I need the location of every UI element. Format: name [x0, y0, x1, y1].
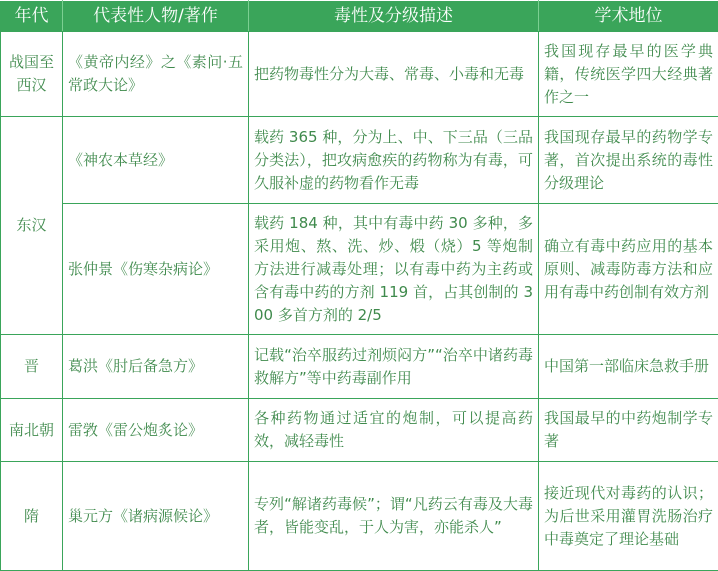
toxicity-text: 各种药物通过适宜的炮制，可以提高药效，减轻毒性	[254, 409, 533, 451]
status-cell	[539, 335, 718, 399]
header-status: 学术地位	[539, 1, 718, 32]
work-text: 葛洪《肘后备急方》	[68, 357, 204, 376]
toxicity-cell	[249, 204, 539, 335]
table-row	[1, 204, 718, 335]
status-text: 中国第一部临床急救手册	[544, 357, 710, 376]
status-cell	[539, 398, 718, 462]
toxicity-cell	[249, 117, 539, 204]
era-cell	[1, 462, 63, 571]
work-cell	[63, 204, 249, 335]
status-text: 我国现存最早的药物学专著，首次提出系统的毒性分级理论	[544, 127, 713, 192]
era-text: 南北朝	[8, 420, 54, 439]
work-cell	[63, 117, 249, 204]
work-cell	[63, 462, 249, 571]
table-row	[1, 32, 718, 117]
toxicity-cell	[249, 398, 539, 462]
work-cell	[63, 398, 249, 462]
toxicity-text: 载药 184 种，其中有毒中药 30 多种，多采用炮、熬、洗、炒、煅（烧）5 等炮制方法进行减毒处理；以有毒中药为主药或含有毒中药的方剂 119 首，占其创制的 300 多首方剂的 2/5	[254, 213, 533, 324]
status-cell	[539, 462, 718, 571]
status-text: 我国最早的中药炮制学专著	[544, 409, 713, 451]
era-cell	[1, 335, 63, 399]
status-text: 确立有毒中药应用的基本原则、减毒防毒方法和应用有毒中药创制有效方剂	[544, 236, 713, 301]
header-work: 代表性人物/著作	[63, 1, 249, 32]
header-era: 年代	[1, 1, 63, 32]
toxicity-text: 记载“治卒服药过剂烦闷方”“治卒中诸药毒救解方”等中药毒副作用	[254, 345, 533, 387]
era-cell	[1, 117, 63, 335]
work-cell	[63, 335, 249, 399]
toxicity-cell	[249, 32, 539, 117]
status-text: 我国现存最早的医学典籍，传统医学四大经典著作之一	[544, 41, 713, 106]
status-cell	[539, 32, 718, 117]
table-row	[1, 335, 718, 399]
header-toxicity: 毒性及分级描述	[249, 1, 539, 32]
era-cell	[1, 398, 63, 462]
toxicity-text: 载药 365 种，分为上、中、下三品（三品分类法），把攻病愈疾的药物称为有毒，可久服补虚的药物看作无毒	[254, 127, 533, 192]
status-cell	[539, 117, 718, 204]
era-text: 战国至西汉	[8, 53, 54, 95]
toxicity-text: 专列“解诸药毒候”；谓“凡药云有毒及大毒者，皆能变乱，于人为害，亦能杀人”	[254, 495, 533, 537]
work-text: 《黄帝内经》之《素问·五常政大论》	[68, 53, 243, 95]
status-cell	[539, 204, 718, 335]
era-cell	[1, 32, 63, 117]
status-text: 接近现代对毒药的认识；为后世采用灌胃洗肠治疗中毒奠定了理论基础	[544, 483, 713, 548]
work-text: 张仲景《伤寒杂病论》	[68, 259, 219, 278]
era-text: 东汉	[16, 216, 47, 235]
toxicity-cell	[249, 462, 539, 571]
table-row	[1, 117, 718, 204]
work-cell	[63, 32, 249, 117]
era-text: 隋	[23, 506, 39, 525]
era-text: 晋	[23, 357, 39, 376]
work-text: 巢元方《诸病源候论》	[68, 506, 219, 525]
toxicity-text: 把药物毒性分为大毒、常毒、小毒和无毒	[254, 64, 525, 83]
table-row	[1, 398, 718, 462]
table-row	[1, 462, 718, 571]
toxicity-cell	[249, 335, 539, 399]
header-row	[1, 1, 718, 32]
work-text: 雷敩《雷公炮炙论》	[68, 420, 204, 439]
work-text: 《神农本草经》	[68, 150, 174, 169]
